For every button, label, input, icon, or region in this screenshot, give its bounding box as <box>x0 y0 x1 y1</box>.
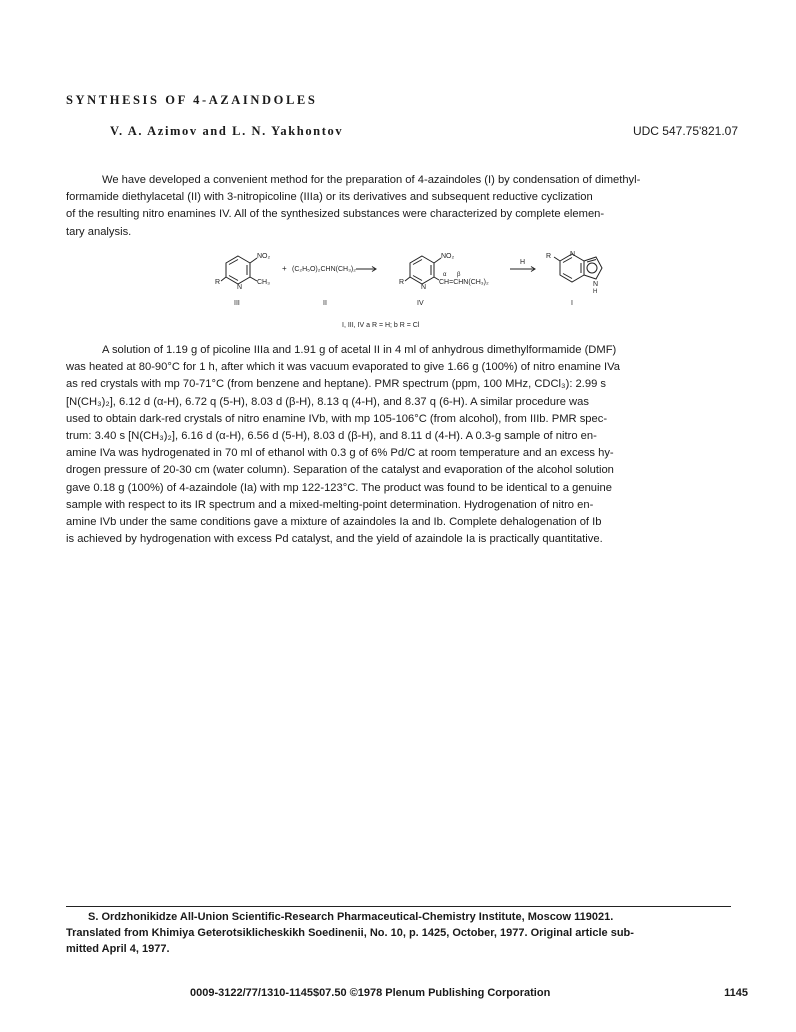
n-label: N <box>570 251 576 258</box>
body-line: is achieved by hydrogenation with excess Pd catalyst, and the yield of azaindole Ia is practically quantitative. <box>66 533 603 546</box>
abstract-line: We have developed a convenient method for the preparation of 4-azaindoles (I) by condensation of dimethyl- <box>102 174 641 186</box>
abstract-line: of the resulting nitro enamines IV. All of the synthesized substances were characterized by complete elemen- <box>66 208 605 221</box>
body-line: amine IVa was hydrogenated in 70 ml of ethanol with 0.3 g of 6% Pd/C at room temperature and an excess hy- <box>66 447 614 460</box>
footnote-line: S. Ordzhonikidze All-Union Scientific-Research Pharmaceutical-Chemistry Institute, Moscow 119021. <box>88 911 614 923</box>
plus-sign: + <box>282 264 287 273</box>
compound-IV-structure <box>405 256 441 284</box>
body-line: used to obtain dark-red crystals of nitro enamine IVb, with mp 105-106°C (from alcohol), from IIIb. PMR spec- <box>66 412 608 425</box>
compound-III-structure <box>221 256 257 284</box>
footnote-line: Translated from Khimiya Geterotsiklicheskikh Soedinenii, No. 10, p. 1425, October, 1977. Original article sub- <box>66 926 634 939</box>
alpha-label: α <box>443 272 447 278</box>
body-line: gave 0.18 g (100%) of 4-azaindole (Ia) with mp 122-123°C. The product was found to be identical to a genuine <box>66 481 612 494</box>
label-III: III <box>234 300 240 307</box>
footnote-line: mitted April 4, 1977. <box>66 942 170 955</box>
enamine-label: CH=CHN(CH₃)₂ <box>439 279 489 286</box>
body-line: as red crystals with mp 70-71°C (from benzene and heptane). PMR spectrum (ppm, 100 MHz, CDCl₃): 2.99 s <box>66 378 607 391</box>
udc-code: UDC 547.75'821.07 <box>632 124 738 138</box>
body-line: drogen pressure of 20-30 cm (water column). Separation of the catalyst and evaporation of the alcohol solution <box>66 464 614 477</box>
body-line: trum: 3.40 s [N(CH₃)₂], 6.16 d (α-H), 6.56 d (5-H), 8.03 d (β-H), and 8.11 d (4-H). A 0.3-g sample of nitro en- <box>66 430 597 443</box>
beta-label: β <box>457 272 461 278</box>
body-line: [N(CH₃)₂], 6.12 d (α-H), 6.72 q (5-H), 8.03 d (β-H), 8.13 q (4-H), and 8.37 q (6-H). A similar procedure was <box>66 395 589 408</box>
no2-label: NO₂ <box>257 253 271 260</box>
reaction-scheme <box>210 242 630 332</box>
label-IV: IV <box>417 300 424 307</box>
abstract-paragraph <box>66 172 736 241</box>
body-line: amine IVb under the same conditions gave a mixture of azaindoles Ia and Ib. Complete dehalogenation of Ib <box>66 516 602 529</box>
r-label: R <box>399 279 405 286</box>
compound-I-structure <box>554 254 602 282</box>
label-II: II <box>323 300 327 307</box>
no2-label: NO₂ <box>441 253 455 260</box>
abstract-line: formamide diethylacetal (II) with 3-nitropicoline (IIIa) or its derivatives and subsequent reductive cyclization <box>66 191 593 204</box>
body-line: A solution of 1.19 g of picoline IIIa and 1.91 g of acetal II in 4 ml of anhydrous dimethylformamide (DMF) <box>102 344 617 356</box>
abstract-line: tary analysis. <box>66 225 132 238</box>
nh-label: N <box>593 281 599 288</box>
arrow-label: H <box>520 259 526 266</box>
footnote-divider <box>66 906 731 907</box>
footnote <box>66 910 734 957</box>
body-line: sample with respect to its IR spectrum and a mixed-melting-point determination. Hydrogenation of nitro en- <box>66 498 594 511</box>
n-label: N <box>237 284 243 291</box>
ch3-label: CH₃ <box>257 279 270 286</box>
scheme-legend: I, III, IV a R = H; b R = Cl <box>342 322 420 329</box>
r-label: R <box>215 279 221 286</box>
n-label: N <box>421 284 427 291</box>
r-label: R <box>546 253 552 260</box>
authors: V. A. Azimov and L. N. Yakhontov <box>110 124 344 138</box>
body-line: was heated at 80-90°C for 1 h, after which it was vacuum evaporated to give 1.66 g (100%) of nitro enamine IVa <box>66 361 621 374</box>
article-title: SYNTHESIS OF 4-AZAINDOLES <box>66 93 318 107</box>
label-I: I <box>571 300 573 307</box>
h-label: H <box>593 289 598 295</box>
reagent-label: (C₂H₅O)₂CHN(CH₃)₂ <box>292 266 356 273</box>
copyright-code: 0009-3122/77/1310-1145$07.50 ©1978 Plenum Publishing Corporation <box>190 987 551 999</box>
page-number: 1145 <box>724 987 748 999</box>
experimental-paragraph <box>66 342 736 548</box>
